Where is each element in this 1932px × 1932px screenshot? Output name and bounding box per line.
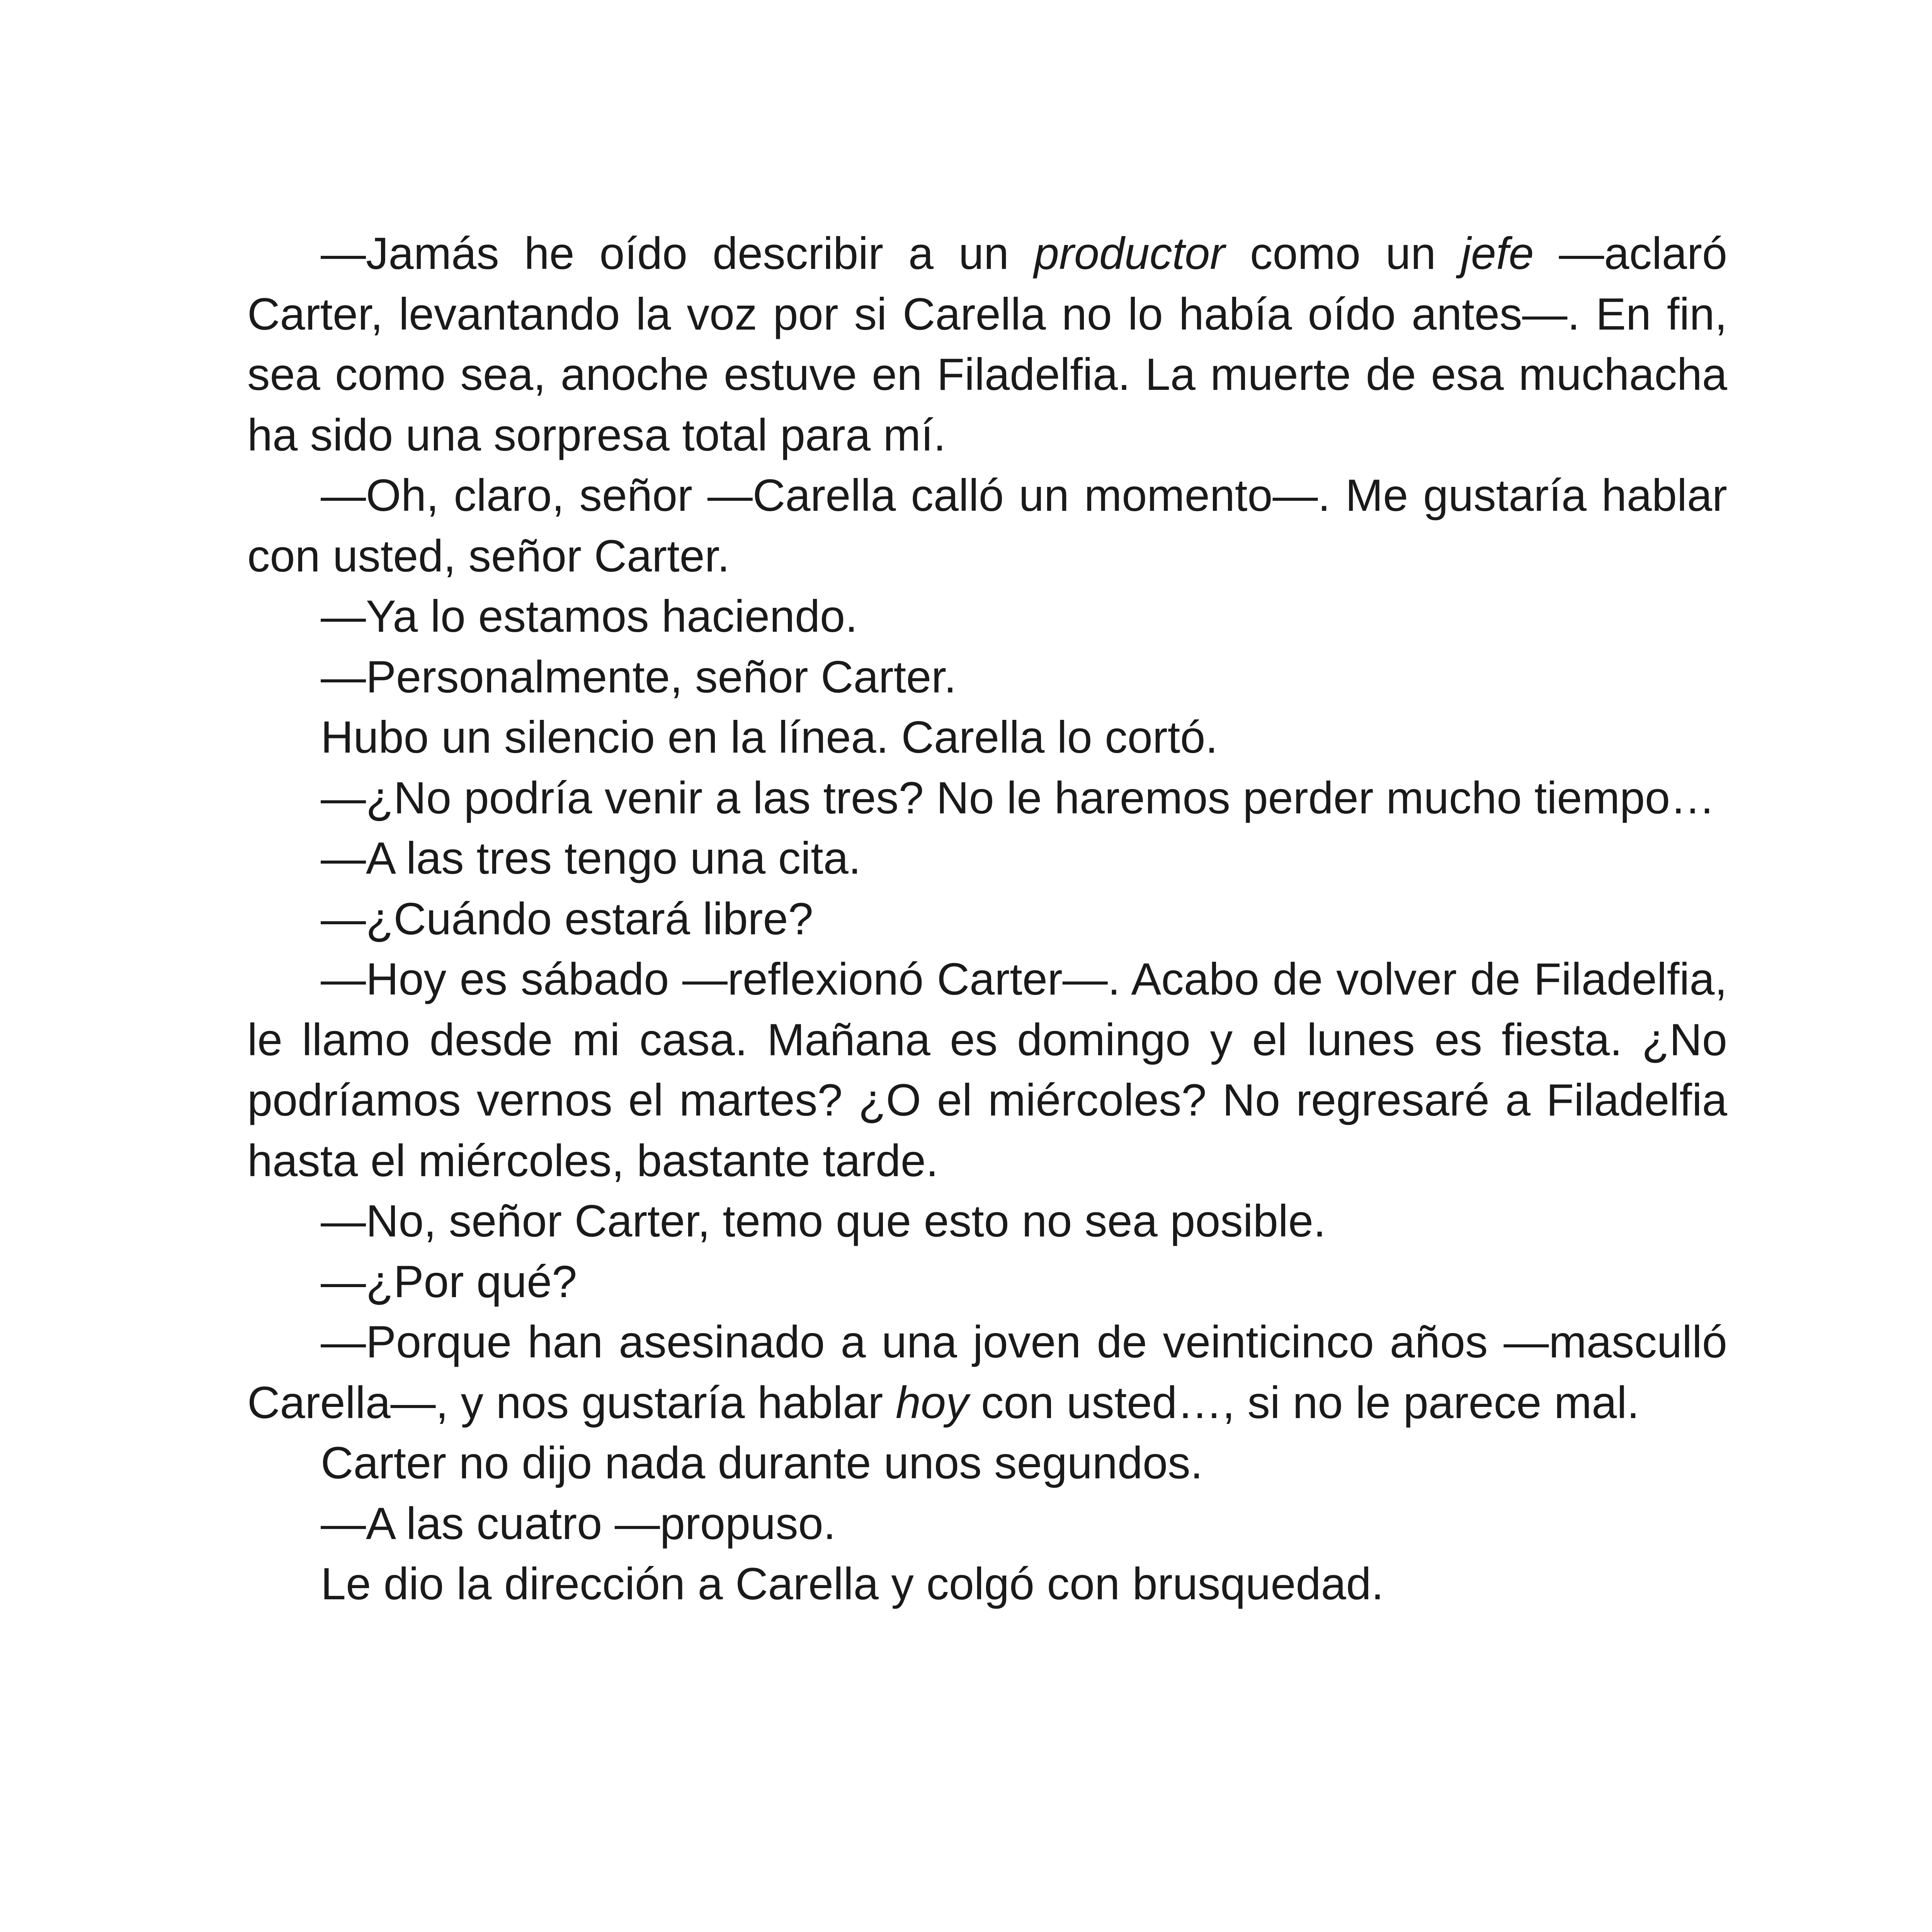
paragraph xyxy=(247,1433,1727,1493)
paragraph xyxy=(247,949,1727,1191)
text-segment: —¿Cuándo estará libre? xyxy=(321,893,813,944)
paragraph xyxy=(247,1554,1727,1614)
italic-text: hoy xyxy=(895,1377,969,1428)
paragraph xyxy=(247,647,1727,707)
paragraph xyxy=(247,889,1727,949)
paragraph xyxy=(247,707,1727,768)
paragraph xyxy=(247,768,1727,828)
italic-text: productor xyxy=(1034,228,1225,279)
text-segment: —A las tres tengo una cita. xyxy=(321,833,861,883)
text-segment: —aclaró Carter, levantando la voz por si Carella no lo había oído antes—. En fin, sea como sea, anoche estuve en Filadelfia. La muerte de esa muchacha ha sido una sorpresa total para mí. xyxy=(247,228,1728,460)
text-segment: con usted…, si no le parece mal. xyxy=(968,1377,1639,1428)
text-segment: Hubo un silencio en la línea. Carella lo cortó. xyxy=(321,712,1218,762)
text-segment: —Personalmente, señor Carter. xyxy=(321,651,957,702)
italic-text: jefe xyxy=(1461,228,1534,279)
paragraph xyxy=(247,465,1727,586)
text-segment: —No, señor Carter, temo que esto no sea posible. xyxy=(321,1196,1326,1246)
paragraph xyxy=(247,1312,1727,1433)
text-segment: —Hoy es sábado —reflexionó Carter—. Acabo de volver de Filadelfia, le llamo desde mi casa. Mañana es domingo y el lunes es fiesta. ¿No podríamos vernos el martes? ¿O el miércoles? No regresaré a Filadelfia hasta el miércoles, bastante tarde. xyxy=(247,954,1727,1186)
text-segment: —Jamás he oído describir a un xyxy=(321,228,1034,279)
text-segment: —A las cuatro —propuso. xyxy=(321,1498,836,1549)
text-segment: —Ya lo estamos haciendo. xyxy=(321,591,858,641)
text-segment: —Porque han asesinado a una joven de veinticinco años —masculló Carella—, y nos gustaría hablar xyxy=(247,1316,1727,1428)
body-text xyxy=(247,223,1727,1614)
paragraph xyxy=(247,1252,1727,1312)
text-segment: Carter no dijo nada durante unos segundos. xyxy=(321,1437,1203,1488)
paragraph xyxy=(247,828,1727,889)
text-segment: —Oh, claro, señor —Carella calló un momento—. Me gustaría hablar con usted, señor Carter. xyxy=(247,470,1727,581)
text-segment: como un xyxy=(1225,228,1461,279)
text-segment: —¿No podría venir a las tres? No le haremos perder mucho tiempo… xyxy=(321,772,1716,823)
text-segment: Le dio la dirección a Carella y colgó con brusquedad. xyxy=(321,1558,1384,1609)
paragraph xyxy=(247,586,1727,647)
text-segment: —¿Por qué? xyxy=(321,1256,577,1307)
paragraph xyxy=(247,1191,1727,1252)
paragraph xyxy=(247,223,1727,465)
paragraph xyxy=(247,1493,1727,1554)
